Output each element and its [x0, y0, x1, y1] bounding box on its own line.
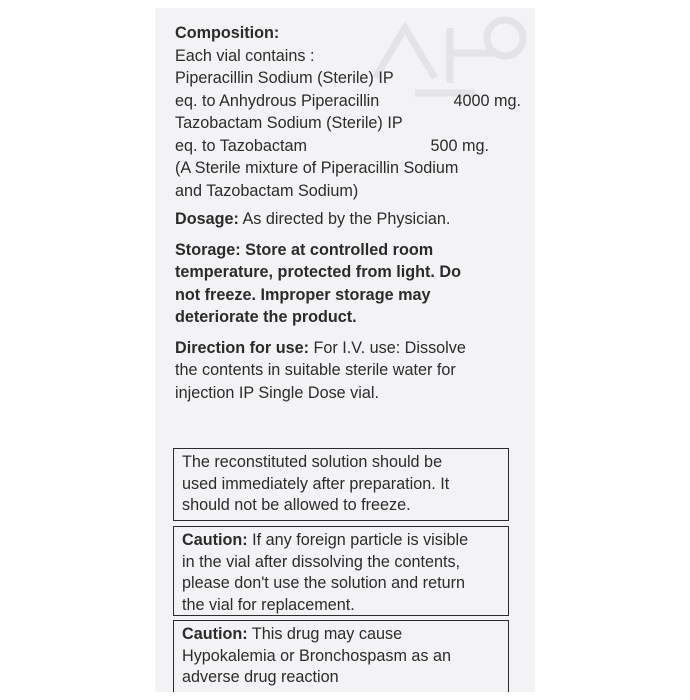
box-line — [182, 530, 500, 552]
storage-text: Store at controlled room — [240, 240, 434, 259]
storage-line — [175, 239, 521, 262]
dosage-text: As directed by the Physician. — [238, 210, 451, 228]
box-line: adverse drug reaction — [182, 668, 339, 686]
box-line: please don't use the solution and return — [182, 574, 465, 592]
dosage-heading: Dosage: — [175, 210, 239, 228]
composition-amount: 4000 mg. — [453, 91, 521, 110]
direction-text: For I.V. use: Dissolve — [309, 338, 466, 357]
storage-line: deteriorate the product. — [175, 308, 357, 326]
composition-ingredient: eq. to Tazobactam — [175, 136, 307, 155]
composition-ingredient: eq. to Anhydrous Piperacillin — [175, 91, 380, 110]
caution-text: This drug may cause — [247, 625, 403, 643]
box-line: used immediately after preparation. It — [182, 474, 450, 493]
composition-amount-row — [175, 135, 521, 158]
box-line — [182, 624, 500, 646]
direction-line: the contents in suitable sterile water for — [175, 361, 456, 379]
composition-heading: Composition: — [175, 24, 280, 42]
composition-line: Piperacillin Sodium (Sterile) IP — [175, 69, 394, 87]
composition-amount-row — [175, 90, 521, 113]
direction-line — [175, 337, 521, 360]
box-line: Hypokalemia or Bronchospasm as an — [182, 646, 452, 665]
reconstitution-notice-box — [173, 448, 509, 521]
storage-line: temperature, protected from light. Do — [175, 263, 462, 281]
composition-line: Tazobactam Sodium (Sterile) IP — [175, 114, 403, 132]
composition-amount: 500 mg. — [430, 136, 489, 155]
composition-line: and Tazobactam Sodium) — [175, 181, 359, 200]
caution-heading: Caution: — [182, 531, 248, 549]
medicine-label-panel — [155, 8, 535, 692]
caution-heading: Caution: — [182, 625, 248, 643]
dosage-line — [175, 208, 521, 231]
caution-particle-box — [173, 526, 509, 616]
caution-reaction-box — [173, 620, 509, 692]
composition-line: (A Sterile mixture of Piperacillin Sodium — [175, 159, 459, 177]
caution-text: If any foreign particle is visible — [247, 531, 469, 549]
box-line: The reconstituted solution should be — [182, 453, 443, 471]
box-line: the vial for replacement. — [182, 595, 355, 614]
direction-heading: Direction for use: — [175, 338, 310, 357]
box-line: in the vial after dissolving the contents, — [182, 552, 461, 571]
direction-line: injection IP Single Dose vial. — [175, 383, 379, 402]
label-text — [175, 22, 521, 404]
box-line: should not be allowed to freeze. — [182, 496, 411, 514]
storage-line: not freeze. Improper storage may — [175, 285, 431, 304]
storage-heading: Storage: — [175, 240, 241, 259]
composition-line: Each vial contains : — [175, 46, 315, 65]
